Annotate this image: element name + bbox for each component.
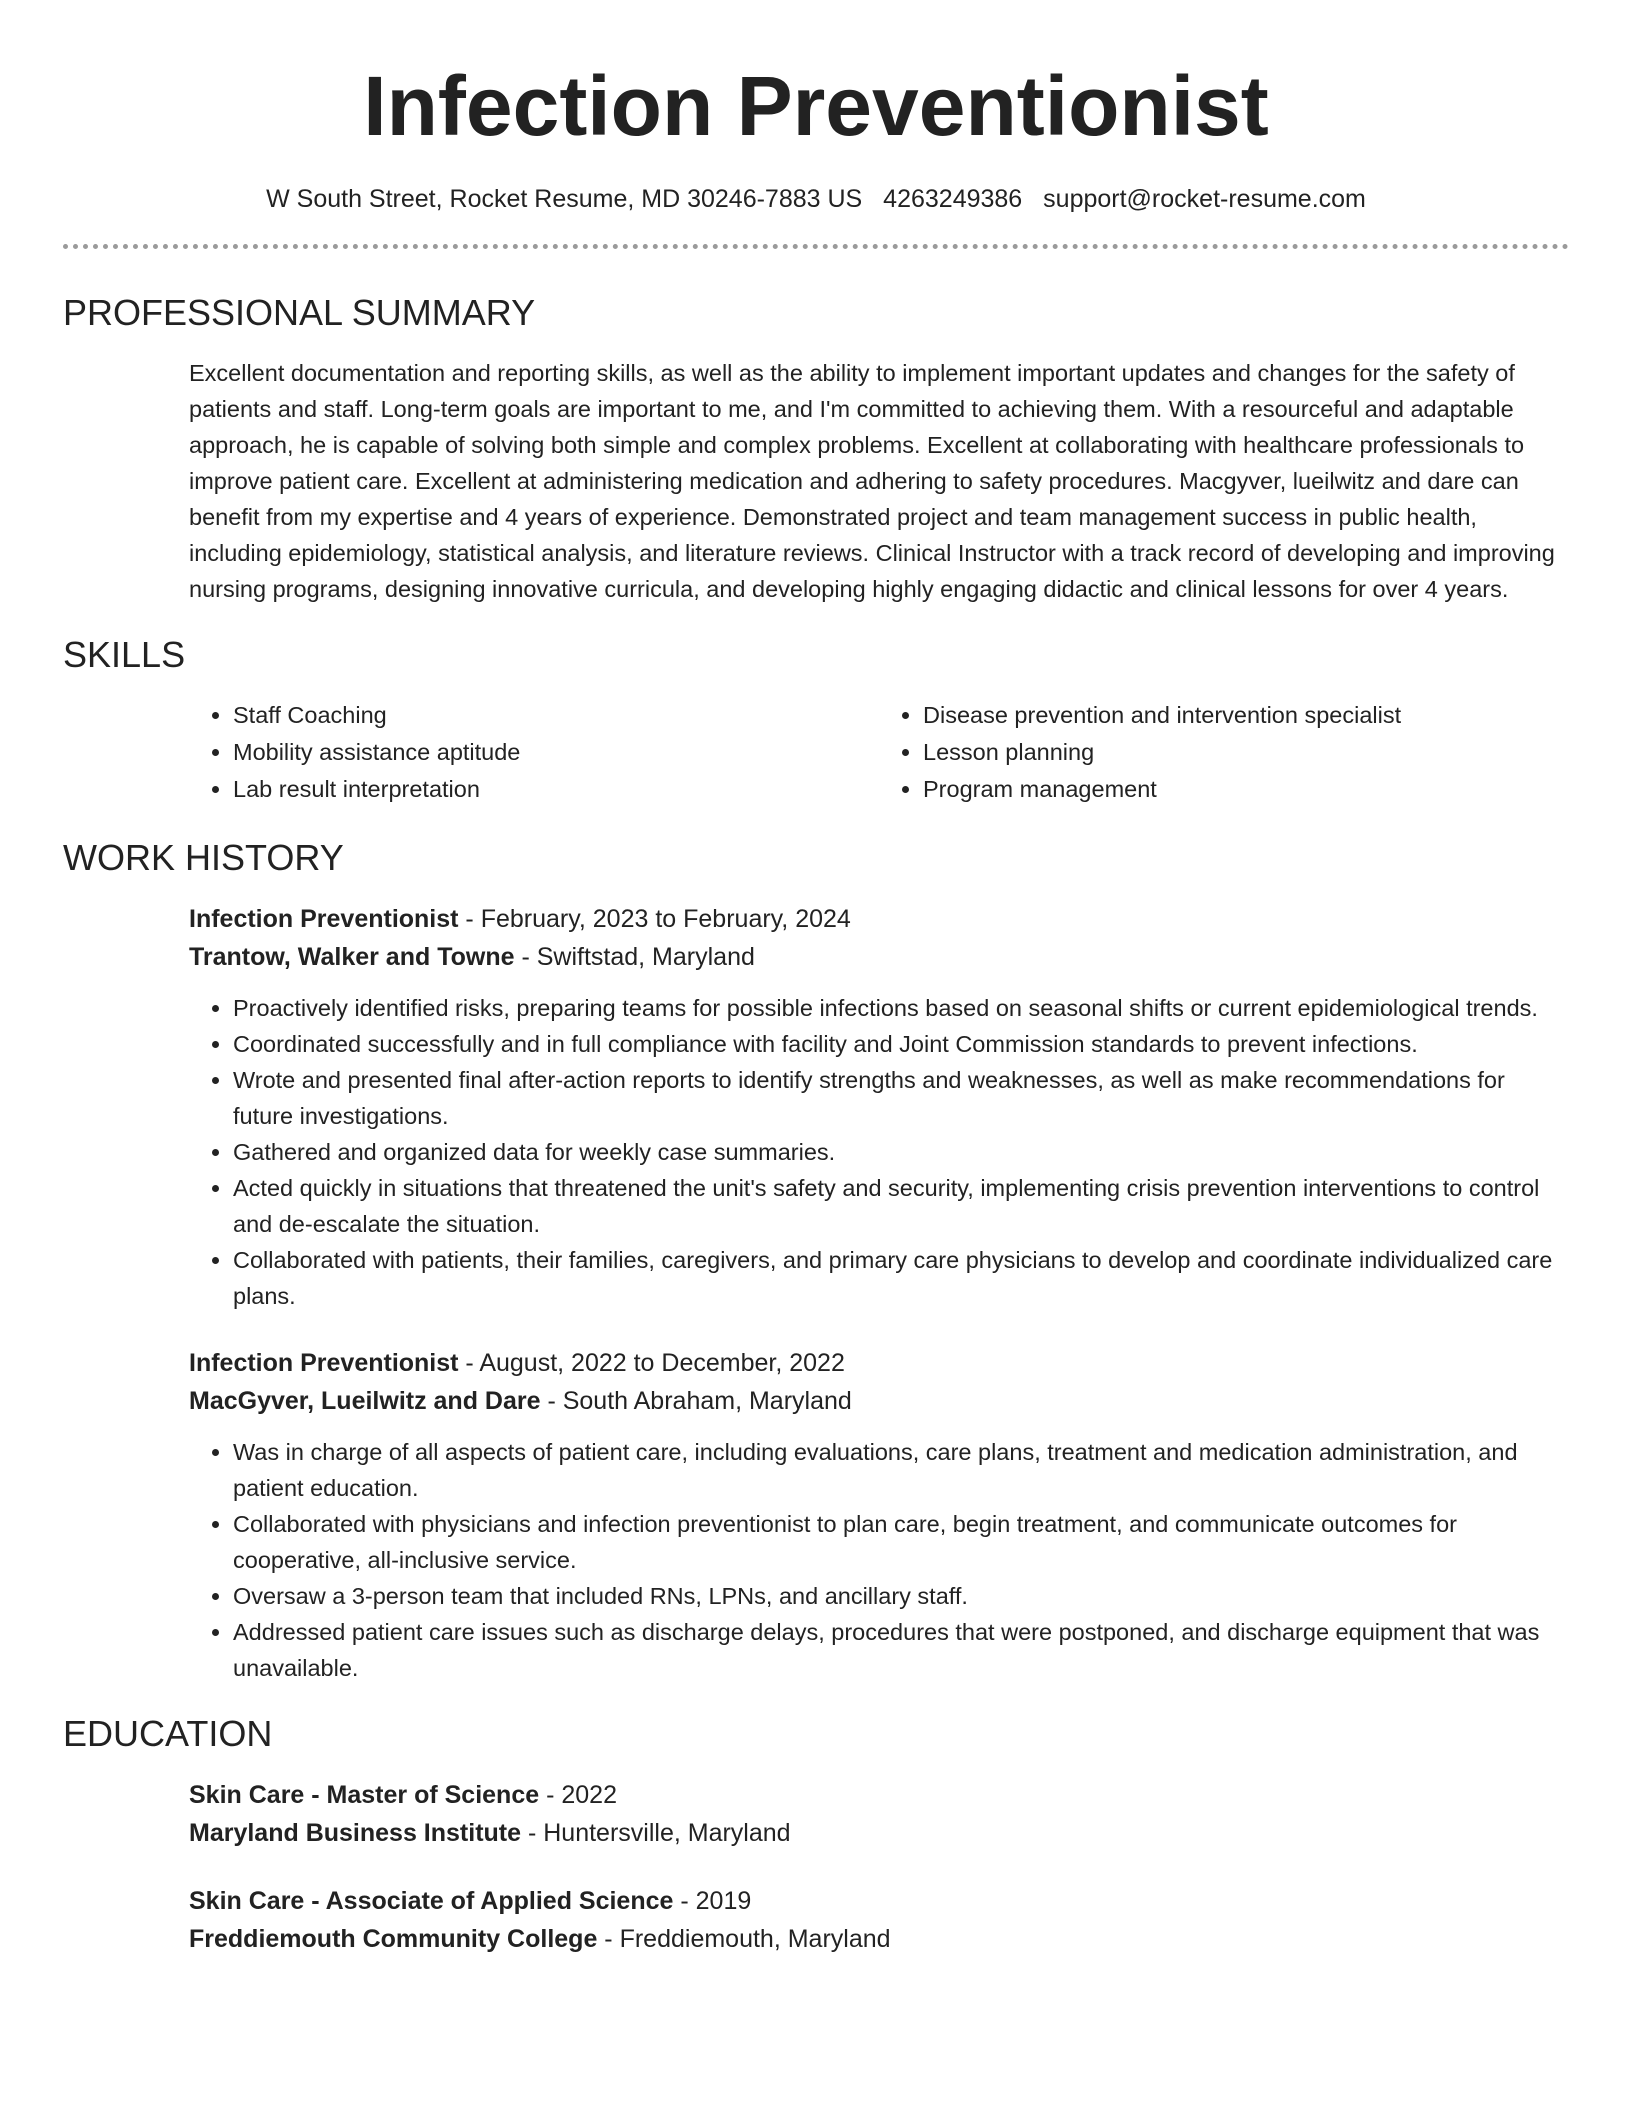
job-company: MacGyver, Lueilwitz and Dare [189,1387,541,1415]
job-bullet: • Was in charge of all aspects of patient care, including evaluations, care plans, treatment and medication administration, and patient education. [233,1434,1569,1506]
degree: Skin Care - Master of Science [189,1781,540,1809]
skills-column-left [189,697,879,808]
skill-item: • Mobility assistance aptitude [233,734,879,771]
contact-address: W South Street, Rocket Resume, MD 30246-7883 US [266,185,863,213]
resume-name: Infection Preventionist [363,59,1269,153]
job-location: - Swiftstad, Maryland [514,943,755,971]
job-bullet: • Acted quickly in situations that threatened the unit's safety and security, implementing crisis prevention interventions to control and de-escalate the situation. [233,1170,1569,1242]
job-bullet: • Collaborated with patients, their families, caregivers, and primary care physicians to develop and coordinate individualized care plans. [233,1242,1569,1314]
job-bullet: • Collaborated with physicians and infection preventionist to plan care, begin treatment, and communicate outcomes for cooperative, all-inclusive service. [233,1506,1569,1578]
job-company-line [189,938,1569,976]
job-company: Trantow, Walker and Towne [189,943,515,971]
school-line [189,1814,1569,1852]
degree-year: - 2022 [539,1781,617,1809]
degree-line [189,1882,1569,1920]
job-bullets [189,990,1569,1314]
school-location: - Huntersville, Maryland [521,1819,791,1847]
job-bullet: • Gathered and organized data for weekly case summaries. [233,1134,1569,1170]
job-company-line [189,1382,1569,1420]
skills-heading: SKILLS [63,634,186,675]
summary-heading: PROFESSIONAL SUMMARY [63,292,536,333]
job-bullet: • Coordinated successfully and in full compliance with facility and Joint Commission standards to prevent infections. [233,1026,1569,1062]
school-location: - Freddiemouth, Maryland [597,1925,891,1953]
job-dates: - August, 2022 to December, 2022 [458,1349,845,1377]
job-title-line [189,1344,1569,1382]
job-entry [189,900,1569,1314]
education-entry [189,1882,1569,1958]
skills-column-right [879,697,1569,808]
skill-item: • Lesson planning [923,734,1569,771]
skill-item: • Staff Coaching [233,697,879,734]
education-entry [189,1776,1569,1852]
school: Maryland Business Institute [189,1819,522,1847]
contact-phone: 4263249386 [883,185,1023,213]
job-title-line [189,900,1569,938]
school-line [189,1920,1569,1958]
job-bullet: • Proactively identified risks, preparing teams for possible infections based on seasonal shifts or current epidemiological trends. [233,990,1569,1026]
job-title: Infection Preventionist [189,905,459,933]
work-history-heading: WORK HISTORY [63,837,344,878]
skills-list [189,697,1569,808]
degree: Skin Care - Associate of Applied Science [189,1887,674,1915]
degree-line [189,1776,1569,1814]
school: Freddiemouth Community College [189,1925,598,1953]
skill-item: • Lab result interpretation [233,771,879,808]
job-entry [189,1344,1569,1686]
summary-text: Excellent documentation and reporting skills, as well as the ability to implement important updates and changes for the safety of patients and staff. Long-term goals are important to me, and I'm committed to achieving them. With a resourceful and adaptable approach, he is capable of solving both simple and complex problems. Excellent at collaborating with healthcare professionals to improve patient care. Excellent at administering medication and adhering to safety procedures. Macgyver, lueilwitz and dare can benefit from my expertise and 4 years of experience. Demonstrated project and team management success in public health, including epidemiology, statistical analysis, and literature reviews. Clinical Instructor with a track record of developing and improving nursing programs, designing innovative curricula, and developing highly engaging didactic and clinical lessons for over 4 years. [189,360,1555,602]
job-bullet: • Wrote and presented final after-action reports to identify strengths and weaknesses, as well as make recommendations for future investigations. [233,1062,1569,1134]
job-bullet: • Addressed patient care issues such as discharge delays, procedures that were postponed, and discharge equipment that was unavailable. [233,1614,1569,1686]
skill-item: • Disease prevention and intervention specialist [923,697,1569,734]
job-bullet: • Oversaw a 3-person team that included RNs, LPNs, and ancillary staff. [233,1578,1569,1614]
header-divider [63,244,1569,249]
skill-item: • Program management [923,771,1569,808]
contact-line [63,182,1569,216]
job-title: Infection Preventionist [189,1349,459,1377]
contact-email: support@rocket-resume.com [1043,185,1366,213]
education-heading: EDUCATION [63,1713,273,1754]
degree-year: - 2019 [673,1887,752,1915]
job-bullets [189,1434,1569,1686]
job-location: - South Abraham, Maryland [540,1387,852,1415]
job-dates: - February, 2023 to February, 2024 [458,905,851,933]
